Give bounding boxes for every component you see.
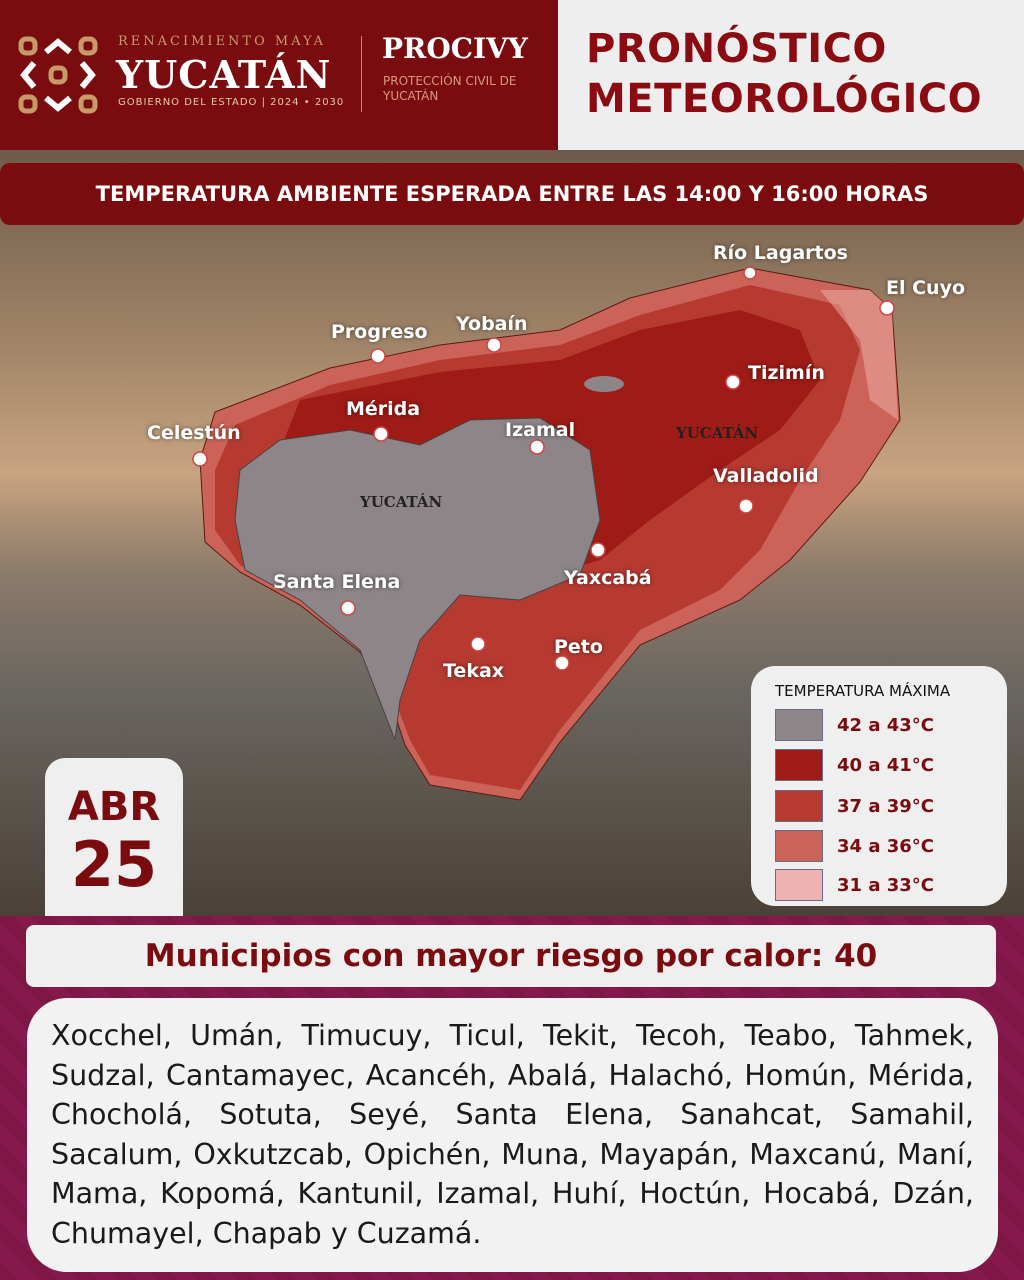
city-dot xyxy=(726,375,740,389)
header-branding xyxy=(0,0,558,150)
legend-swatch xyxy=(775,749,823,781)
city-dot xyxy=(739,499,753,513)
brand-sub: GOBIERNO DEL ESTADO | 2024 • 2030 xyxy=(118,97,345,108)
city-dot xyxy=(471,637,485,651)
city-dot xyxy=(341,601,355,615)
city-label: Izamal xyxy=(505,419,576,441)
agency-sub: PROTECCIÓN CIVIL DE YUCATÁN xyxy=(383,74,517,103)
agency-name: PROCIVY xyxy=(382,32,528,65)
legend-label: 42 a 43°C xyxy=(837,715,934,736)
map-watermark: YUCATÁN xyxy=(676,424,759,442)
risk-title: Municipios con mayor riesgo por calor: 40 xyxy=(26,925,996,987)
date-month: ABR xyxy=(67,784,161,830)
city-label: Peto xyxy=(554,636,603,658)
city-dot xyxy=(591,543,605,557)
brand-tagline: RENACIMIENTO MAYA xyxy=(118,34,327,49)
legend-item xyxy=(775,709,995,743)
city-label: El Cuyo xyxy=(886,277,966,299)
city-dot xyxy=(487,338,501,352)
city-dot xyxy=(555,656,569,670)
legend-swatch xyxy=(775,790,823,822)
city-dot xyxy=(193,452,207,466)
legend-item xyxy=(775,749,995,783)
city-dot xyxy=(374,427,388,441)
city-dot xyxy=(371,349,385,363)
city-label: Valladolid xyxy=(713,465,819,487)
legend-title: TEMPERATURA MÁXIMA xyxy=(775,682,951,700)
city-dot xyxy=(880,301,894,315)
yucatan-logo-icon xyxy=(18,36,98,114)
city-dot xyxy=(744,267,756,279)
legend-label: 37 a 39°C xyxy=(837,796,934,817)
city-label: Río Lagartos xyxy=(713,242,848,264)
legend-item xyxy=(775,830,995,864)
municipalities-list: Xocchel, Umán, Timucuy, Ticul, Tekit, Tecoh, Teabo, Tahmek, Sudzal, Cantamayec, Acancéh, Abalá, Halachó, Homún, Mérida, Chocholá, Sotuta, Seyé, Santa Elena, Sanahcat, Samahil, Sacalum, Oxkutzcab, Opichén, Muna, Mayapán, Maxcanú, Maní, Mama, Kopomá, Kantunil, Izamal, Huhí, Hoctún, Hocabá, Dzán, Chumayel, Chapab y Cuzamá. xyxy=(27,998,998,1272)
legend-swatch xyxy=(775,869,823,901)
legend-swatch xyxy=(775,709,823,741)
time-banner: TEMPERATURA AMBIENTE ESPERADA ENTRE LAS 14:00 Y 16:00 HORAS xyxy=(0,163,1024,225)
city-label: Yobaín xyxy=(456,313,528,335)
city-label: Celestún xyxy=(147,422,241,444)
city-label: Yaxcabá xyxy=(564,567,652,589)
legend-label: 40 a 41°C xyxy=(837,755,934,776)
legend-label: 34 a 36°C xyxy=(837,836,934,857)
legend-swatch xyxy=(775,830,823,862)
city-label: Progreso xyxy=(331,321,428,343)
lagoon xyxy=(584,376,624,392)
date-day: 25 xyxy=(70,828,158,901)
city-label: Tekax xyxy=(443,660,505,682)
map-watermark: YUCATÁN xyxy=(360,493,443,511)
legend-item xyxy=(775,790,995,824)
city-label: Santa Elena xyxy=(273,571,401,593)
city-dot xyxy=(530,440,544,454)
legend-item xyxy=(775,869,995,903)
page-title: PRONÓSTICO METEOROLÓGICO xyxy=(586,26,983,122)
temperature-legend xyxy=(751,666,1007,906)
date-badge xyxy=(45,758,183,918)
legend-label: 31 a 33°C xyxy=(837,875,934,896)
city-label: Mérida xyxy=(346,398,421,420)
city-label: Tizimín xyxy=(748,362,825,384)
brand-name: YUCATÁN xyxy=(116,52,332,97)
divider xyxy=(361,36,362,112)
